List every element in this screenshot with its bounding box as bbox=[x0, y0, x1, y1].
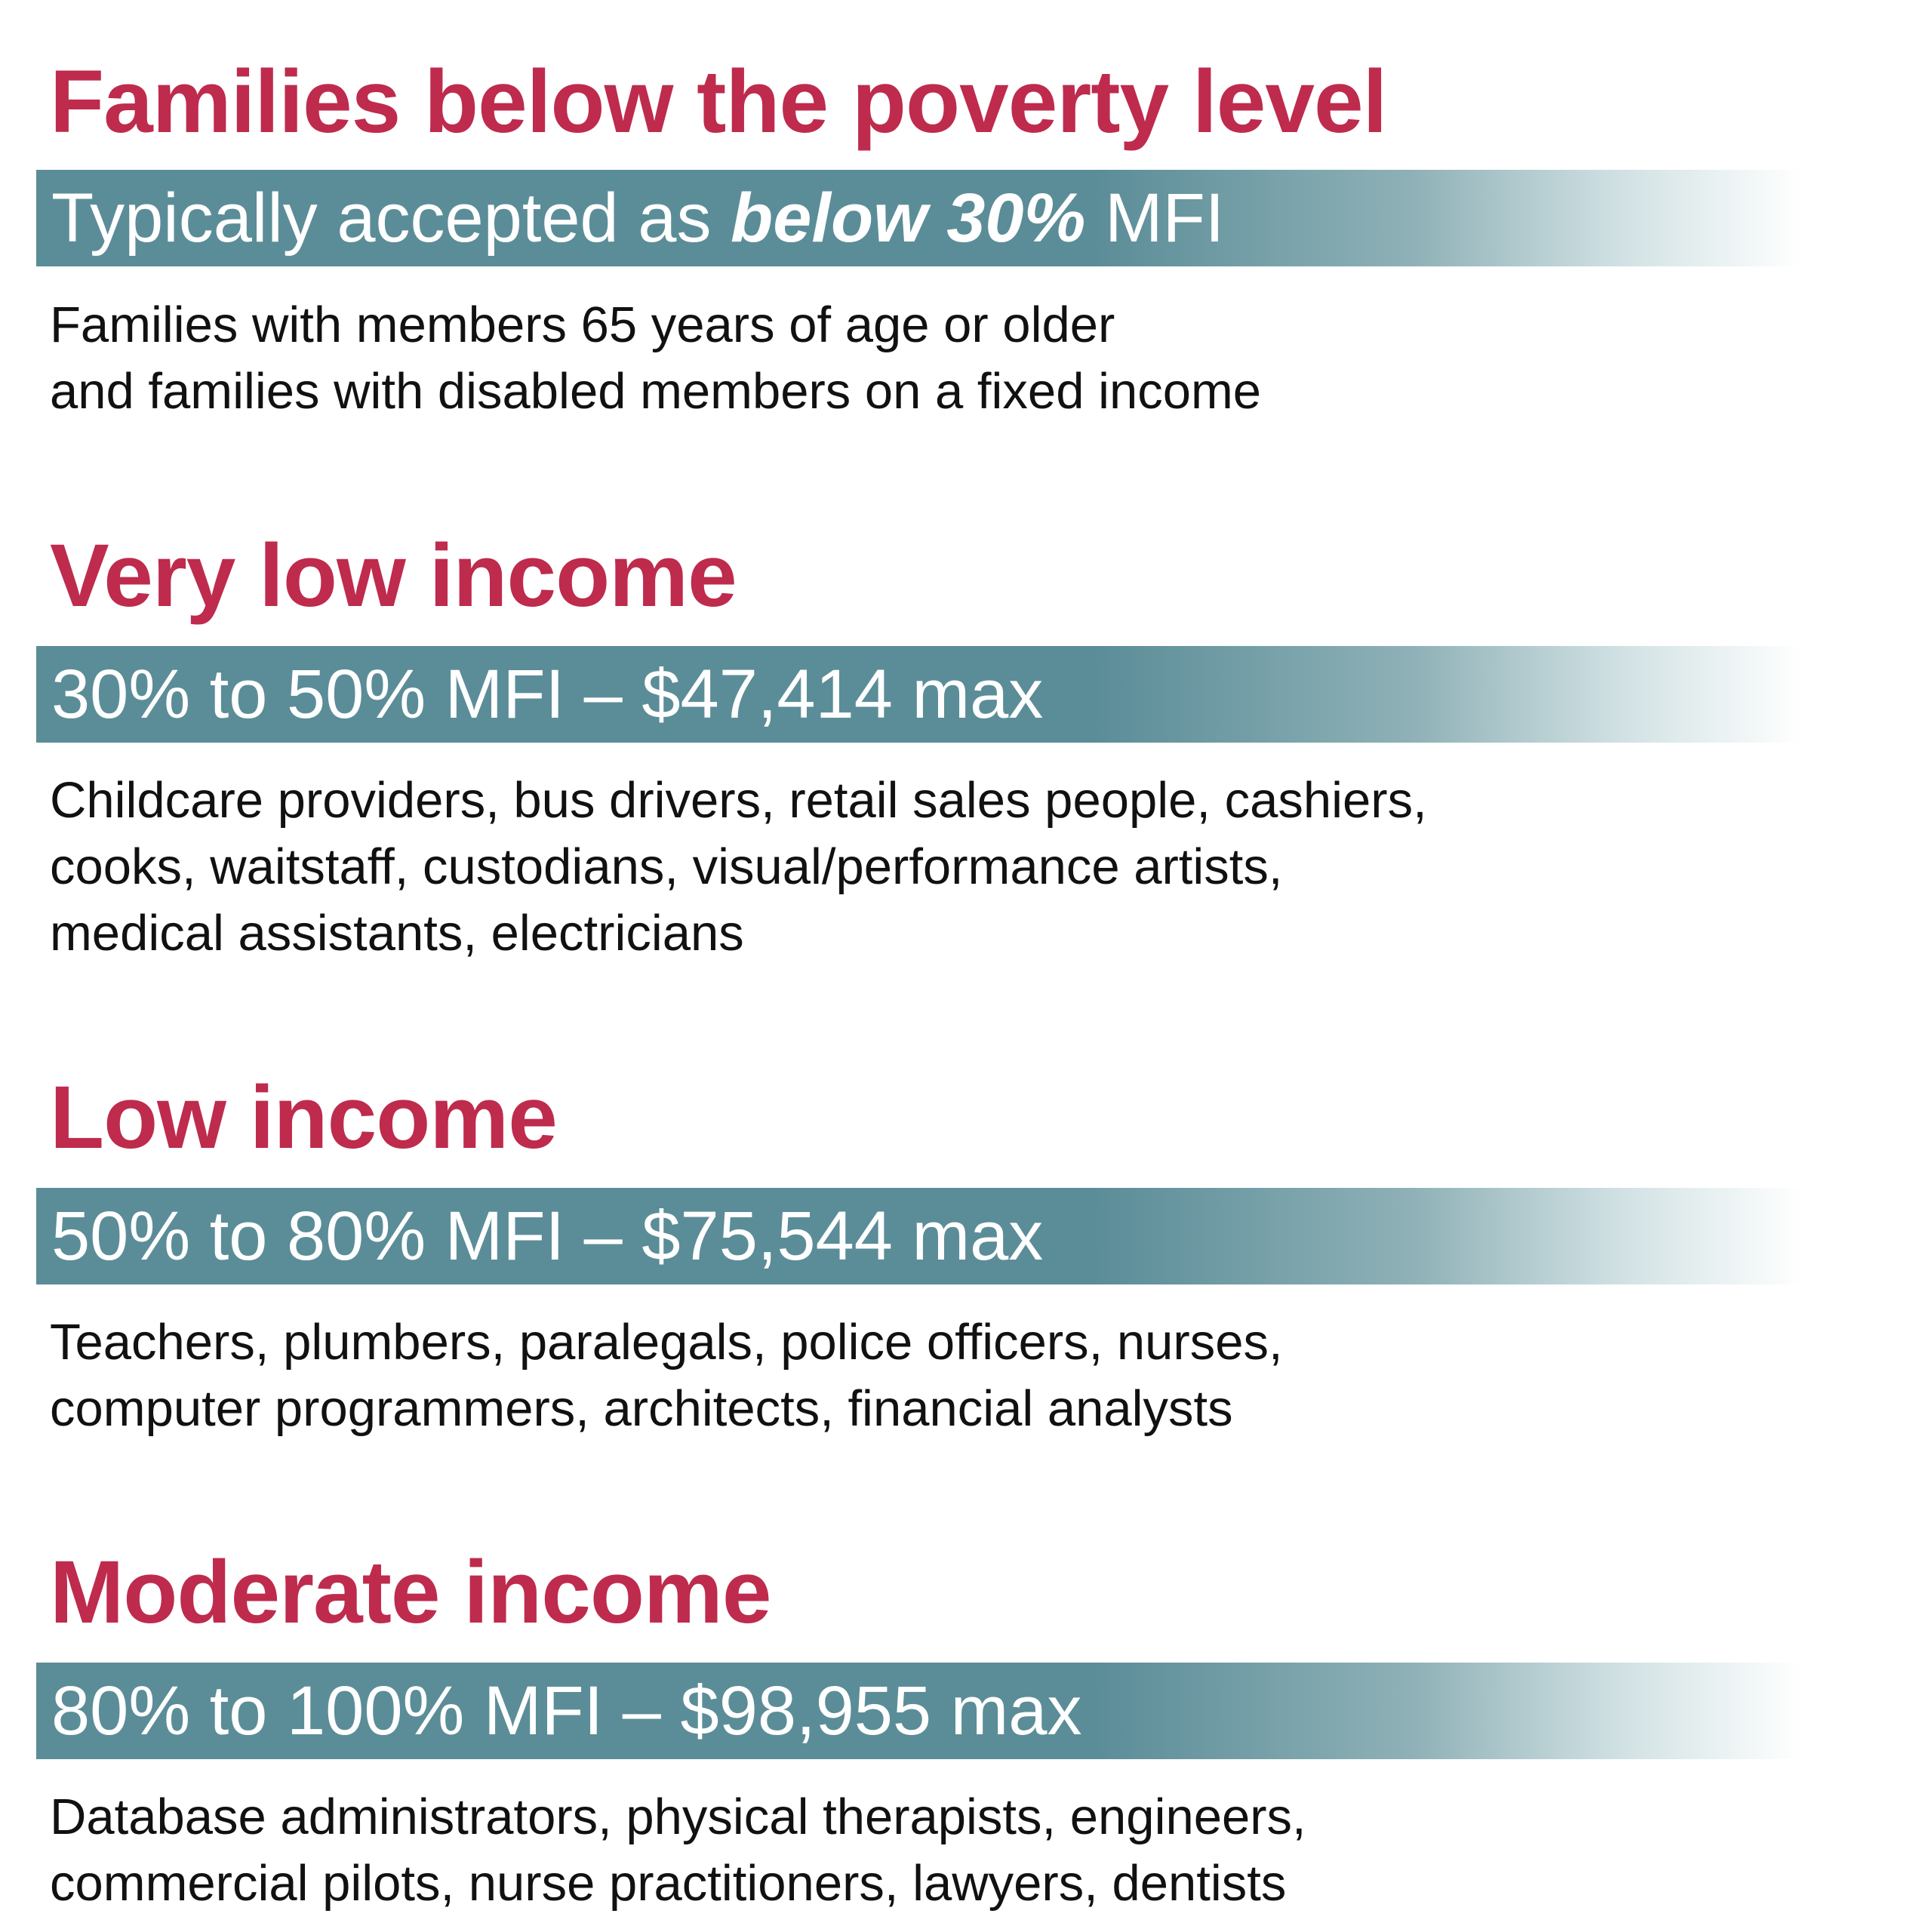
description-line: computer programmers, architects, financial analysts bbox=[50, 1380, 1233, 1437]
section-heading: Very low income bbox=[50, 526, 737, 626]
description-line: Teachers, plumbers, paralegals, police officers, nurses, bbox=[50, 1314, 1283, 1371]
description-line: commercial pilots, nurse practitioners, lawyers, dentists bbox=[50, 1855, 1287, 1912]
band-emphasis: below 30% bbox=[731, 180, 1086, 257]
income-range-label bbox=[51, 170, 1224, 266]
income-range-band bbox=[36, 1663, 1802, 1759]
description-line: Families with members 65 years of age or older bbox=[50, 297, 1115, 353]
income-range-label: 80% to 100% MFI – $98,955 max bbox=[51, 1672, 1082, 1749]
description-line: cooks, waitstaff, custodians, visual/performance artists, bbox=[50, 838, 1283, 895]
income-range-band bbox=[36, 646, 1802, 743]
description-line: Childcare providers, bus drivers, retail sales people, cashiers, bbox=[50, 772, 1427, 829]
section-heading: Moderate income bbox=[50, 1543, 771, 1642]
income-range-label: 30% to 50% MFI – $47,414 max bbox=[51, 656, 1044, 733]
section-description bbox=[50, 1309, 1283, 1442]
section-description bbox=[50, 768, 1427, 967]
description-line: and families with disabled members on a fixed income bbox=[50, 363, 1262, 420]
income-range-label: 50% to 80% MFI – $75,544 max bbox=[51, 1198, 1044, 1275]
section-description bbox=[50, 292, 1261, 425]
description-line: Database administrators, physical therapists, engineers, bbox=[50, 1789, 1306, 1845]
description-line: medical assistants, electricians bbox=[50, 905, 744, 961]
band-suffix: MFI bbox=[1085, 180, 1225, 257]
income-range-band bbox=[36, 1188, 1802, 1284]
band-prefix: Typically accepted as bbox=[51, 180, 731, 257]
section-description bbox=[50, 1784, 1306, 1917]
section-heading: Low income bbox=[50, 1068, 557, 1168]
section-heading: Families below the poverty level bbox=[50, 52, 1387, 152]
income-range-band bbox=[36, 170, 1802, 266]
